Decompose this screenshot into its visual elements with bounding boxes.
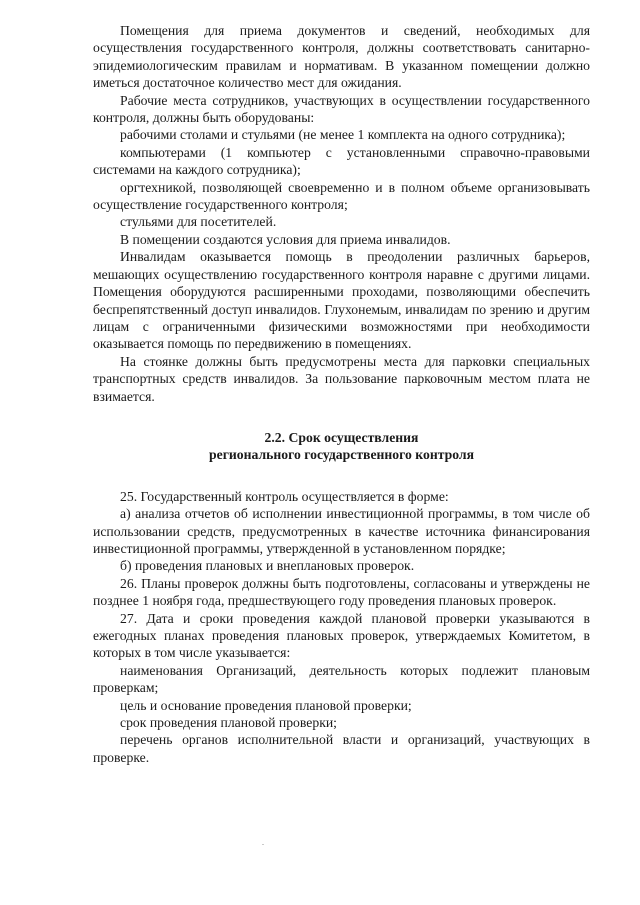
- list-item: оргтехникой, позволяющей своевременно и в полном объеме организовывать осуществление государственного контроля;: [93, 179, 590, 213]
- list-item: срок проведения плановой проверки;: [120, 715, 337, 731]
- document-body: [93, 22, 590, 766]
- list-item: б) проведения плановых и внеплановых проверок.: [120, 558, 415, 574]
- paragraph: Инвалидам оказывается помощь в преодолении различных барьеров, мешающих осуществлению государственного контроля наравне с другими лицами. Помещения оборудуются расширенными проходами, позволяющими обеспечить беспрепятственный доступ инвалидов. Глухонемым, инвалидам по зрению и другим лицам с ограниченными физическими возможностями при необходимости оказывается помощь по передвижению в помещениях.: [93, 249, 590, 352]
- paragraph: Рабочие места сотрудников, участвующих в осуществлении государственного контроля, должны быть оборудованы:: [93, 92, 590, 126]
- paragraph: В помещении создаются условия для приема инвалидов.: [120, 231, 451, 247]
- paragraph: Помещения для приема документов и сведений, необходимых для осуществления государственного контроля, должны соответствовать санитарно-эпидемиологическим правилам и нормативам. В указанном помещении должно иметься достаточное количество мест для ожидания.: [93, 23, 590, 91]
- list-item: наименования Организаций, деятельность которых подлежит плановым проверкам;: [93, 662, 590, 696]
- list-item: компьютерами (1 компьютер с установленными справочно-правовыми системами на каждого сотрудника);: [93, 144, 590, 178]
- list-item: цель и основание проведения плановой проверки;: [120, 697, 412, 713]
- scan-mark: .: [262, 838, 264, 847]
- list-item: перечень органов исполнительной власти и организаций, участвующих в проверке.: [93, 732, 590, 765]
- list-item: а) анализа отчетов об исполнении инвестиционной программы, в том числе об использовании средств, предусмотренных в качестве источника финансирования инвестиционной программы, утвержденной в установленном порядке;: [93, 506, 590, 556]
- list-item: рабочими столами и стульями (не менее 1 комплекта на одного сотрудника);: [120, 127, 566, 143]
- paragraph: 26. Планы проверок должны быть подготовлены, согласованы и утверждены не позднее 1 ноября года, предшествующего году проведения плановых проверок.: [93, 575, 590, 609]
- spacer: [93, 464, 590, 488]
- list-item: стульями для посетителей.: [120, 214, 277, 230]
- paragraph: 27. Дата и сроки проведения каждой плановой проверки указываются в ежегодных планах проведения плановых проверок, утверждаемых Комитетом, в которых в том числе указывается:: [93, 610, 590, 661]
- section-heading-line: регионального государственного контроля: [209, 447, 474, 463]
- section-heading: [93, 429, 590, 464]
- paragraph: 25. Государственный контроль осуществляется в форме:: [120, 488, 449, 504]
- paragraph: На стоянке должны быть предусмотрены места для парковки специальных транспортных средств инвалидов. За пользование парковочным местом плата не взимается.: [93, 353, 590, 404]
- section-heading-line: 2.2. Срок осуществления: [264, 429, 419, 445]
